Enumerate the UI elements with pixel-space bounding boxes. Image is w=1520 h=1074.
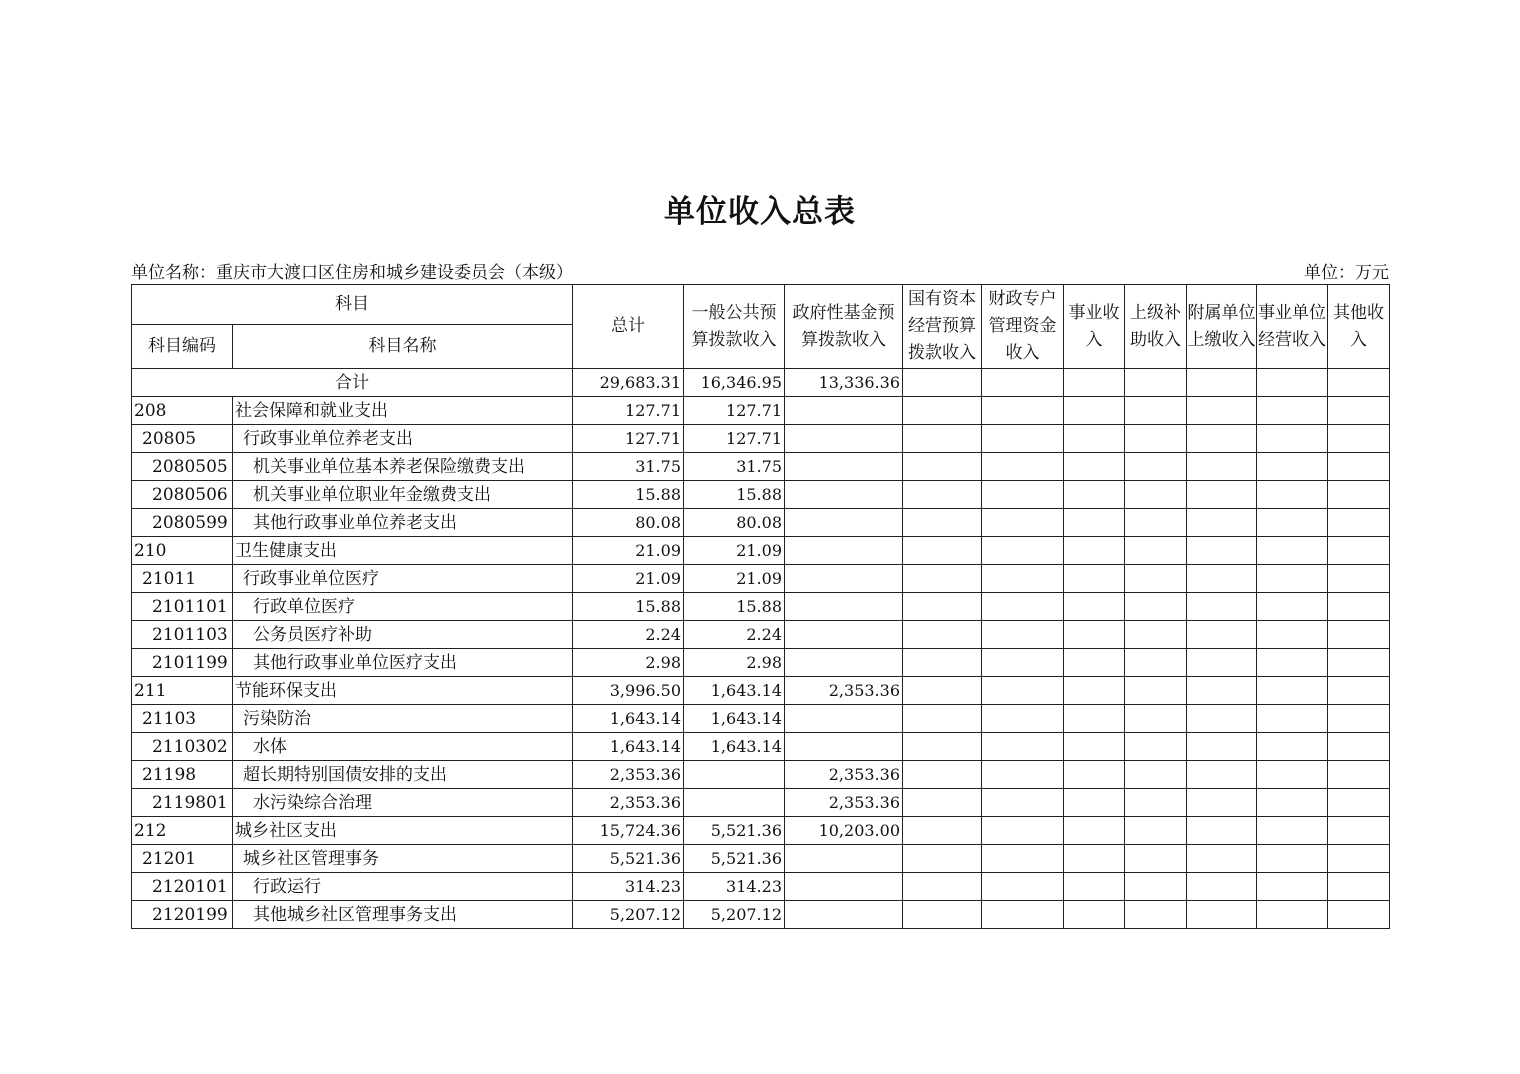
- cell-other: [1328, 873, 1390, 901]
- table-row: [132, 901, 1390, 929]
- header-code: 科目编码: [132, 325, 233, 369]
- cell-operating: [1257, 509, 1328, 537]
- cell-other: [1328, 481, 1390, 509]
- cell-other: [1328, 649, 1390, 677]
- cell-general-budget: 127.71: [684, 425, 785, 453]
- table-row: [132, 649, 1390, 677]
- cell-other: [1328, 761, 1390, 789]
- cell-other: [1328, 845, 1390, 873]
- cell-business: [1064, 817, 1125, 845]
- cell-total: 1,643.14: [573, 705, 684, 733]
- cell-other: [1328, 593, 1390, 621]
- cell-business: [1064, 677, 1125, 705]
- cell-state-capital: [903, 621, 982, 649]
- table-row: [132, 509, 1390, 537]
- cell-total: 314.23: [573, 873, 684, 901]
- cell-state-capital: [903, 677, 982, 705]
- cell-gov-fund: 2,353.36: [785, 677, 903, 705]
- cell-gov-fund: [785, 873, 903, 901]
- cell-operating: [1257, 397, 1328, 425]
- cell-superior-subsidy: [1125, 733, 1187, 761]
- table-row: [132, 593, 1390, 621]
- cell-business: [1064, 621, 1125, 649]
- cell-business: [1064, 565, 1125, 593]
- cell-superior-subsidy: [1125, 845, 1187, 873]
- cell-general-budget: 314.23: [684, 873, 785, 901]
- cell-operating: [1257, 425, 1328, 453]
- cell-general-budget: [684, 761, 785, 789]
- table-row: [132, 733, 1390, 761]
- cell-affiliate: [1187, 481, 1257, 509]
- cell-fiscal-special: [982, 677, 1064, 705]
- cell-state-capital: [903, 705, 982, 733]
- cell-name: 水污染综合治理: [233, 789, 573, 817]
- cell-gov-fund: [785, 649, 903, 677]
- header-gov-fund: 政府性基金预算拨款收入: [785, 285, 903, 369]
- cell-operating: [1257, 789, 1328, 817]
- cell-total: 5,207.12: [573, 901, 684, 929]
- cell-gov-fund: [785, 901, 903, 929]
- cell-code: 211: [132, 677, 233, 705]
- cell-state-capital: [903, 649, 982, 677]
- cell-total: 3,996.50: [573, 677, 684, 705]
- cell-operating: [1257, 901, 1328, 929]
- cell-gov-fund: 2,353.36: [785, 789, 903, 817]
- header-general-budget: 一般公共预算拨款收入: [684, 285, 785, 369]
- total-cell-gov-fund: 13,336.36: [785, 369, 903, 397]
- cell-fiscal-special: [982, 453, 1064, 481]
- cell-general-budget: [684, 789, 785, 817]
- cell-fiscal-special: [982, 621, 1064, 649]
- cell-code: 2101101: [132, 593, 233, 621]
- cell-name: 城乡社区管理事务: [233, 845, 573, 873]
- cell-general-budget: 1,643.14: [684, 733, 785, 761]
- cell-total: 2.98: [573, 649, 684, 677]
- cell-operating: [1257, 565, 1328, 593]
- cell-operating: [1257, 873, 1328, 901]
- cell-total: 31.75: [573, 453, 684, 481]
- cell-other: [1328, 901, 1390, 929]
- cell-general-budget: 21.09: [684, 565, 785, 593]
- cell-state-capital: [903, 845, 982, 873]
- header-state-capital: 国有资本经营预算拨款收入: [903, 285, 982, 369]
- cell-general-budget: 5,521.36: [684, 845, 785, 873]
- cell-state-capital: [903, 481, 982, 509]
- cell-gov-fund: [785, 509, 903, 537]
- cell-business: [1064, 453, 1125, 481]
- cell-code: 2080599: [132, 509, 233, 537]
- cell-gov-fund: [785, 537, 903, 565]
- cell-name: 水体: [233, 733, 573, 761]
- cell-name: 卫生健康支出: [233, 537, 573, 565]
- cell-name: 社会保障和就业支出: [233, 397, 573, 425]
- cell-fiscal-special: [982, 817, 1064, 845]
- table-row: [132, 621, 1390, 649]
- cell-other: [1328, 789, 1390, 817]
- cell-business: [1064, 509, 1125, 537]
- cell-state-capital: [903, 901, 982, 929]
- total-cell-general-budget: 16,346.95: [684, 369, 785, 397]
- cell-operating: [1257, 537, 1328, 565]
- cell-state-capital: [903, 453, 982, 481]
- cell-affiliate: [1187, 677, 1257, 705]
- cell-affiliate: [1187, 453, 1257, 481]
- cell-operating: [1257, 649, 1328, 677]
- cell-fiscal-special: [982, 761, 1064, 789]
- cell-code: 21198: [132, 761, 233, 789]
- cell-superior-subsidy: [1125, 453, 1187, 481]
- cell-total: 127.71: [573, 397, 684, 425]
- cell-superior-subsidy: [1125, 873, 1187, 901]
- cell-fiscal-special: [982, 481, 1064, 509]
- cell-code: 210: [132, 537, 233, 565]
- cell-superior-subsidy: [1125, 761, 1187, 789]
- cell-superior-subsidy: [1125, 901, 1187, 929]
- cell-business: [1064, 845, 1125, 873]
- cell-general-budget: 2.98: [684, 649, 785, 677]
- table-row: [132, 677, 1390, 705]
- cell-superior-subsidy: [1125, 481, 1187, 509]
- table-row: [132, 817, 1390, 845]
- cell-affiliate: [1187, 817, 1257, 845]
- cell-superior-subsidy: [1125, 649, 1187, 677]
- cell-business: [1064, 649, 1125, 677]
- cell-fiscal-special: [982, 509, 1064, 537]
- cell-general-budget: 80.08: [684, 509, 785, 537]
- cell-superior-subsidy: [1125, 677, 1187, 705]
- cell-superior-subsidy: [1125, 537, 1187, 565]
- header-fiscal-special: 财政专户管理资金收入: [982, 285, 1064, 369]
- cell-operating: [1257, 677, 1328, 705]
- cell-general-budget: 5,207.12: [684, 901, 785, 929]
- cell-affiliate: [1187, 901, 1257, 929]
- cell-operating: [1257, 733, 1328, 761]
- cell-general-budget: 1,643.14: [684, 705, 785, 733]
- cell-code: 20805: [132, 425, 233, 453]
- header-operating: 事业单位经营收入: [1257, 285, 1328, 369]
- cell-business: [1064, 789, 1125, 817]
- cell-total: 15.88: [573, 593, 684, 621]
- cell-total: 2.24: [573, 621, 684, 649]
- cell-fiscal-special: [982, 537, 1064, 565]
- cell-gov-fund: [785, 845, 903, 873]
- cell-superior-subsidy: [1125, 425, 1187, 453]
- total-cell-superior-subsidy: [1125, 369, 1187, 397]
- cell-affiliate: [1187, 593, 1257, 621]
- cell-other: [1328, 537, 1390, 565]
- cell-operating: [1257, 453, 1328, 481]
- header-name: 科目名称: [233, 325, 573, 369]
- cell-other: [1328, 453, 1390, 481]
- cell-code: 21201: [132, 845, 233, 873]
- cell-name: 污染防治: [233, 705, 573, 733]
- cell-fiscal-special: [982, 397, 1064, 425]
- table-row: [132, 565, 1390, 593]
- cell-gov-fund: 2,353.36: [785, 761, 903, 789]
- cell-state-capital: [903, 817, 982, 845]
- cell-code: 21103: [132, 705, 233, 733]
- table-row: [132, 705, 1390, 733]
- cell-affiliate: [1187, 761, 1257, 789]
- cell-code: 2120199: [132, 901, 233, 929]
- header-superior-subsidy: 上级补助收入: [1125, 285, 1187, 369]
- cell-fiscal-special: [982, 789, 1064, 817]
- cell-gov-fund: [785, 593, 903, 621]
- cell-fiscal-special: [982, 705, 1064, 733]
- cell-operating: [1257, 621, 1328, 649]
- cell-superior-subsidy: [1125, 565, 1187, 593]
- cell-fiscal-special: [982, 425, 1064, 453]
- cell-name: 行政单位医疗: [233, 593, 573, 621]
- total-cell-other: [1328, 369, 1390, 397]
- cell-name: 城乡社区支出: [233, 817, 573, 845]
- cell-business: [1064, 873, 1125, 901]
- cell-state-capital: [903, 593, 982, 621]
- cell-name: 机关事业单位职业年金缴费支出: [233, 481, 573, 509]
- cell-name: 行政运行: [233, 873, 573, 901]
- cell-business: [1064, 397, 1125, 425]
- cell-state-capital: [903, 789, 982, 817]
- cell-superior-subsidy: [1125, 817, 1187, 845]
- unit-name: 单位名称：重庆市大渡口区住房和城乡建设委员会（本级）: [131, 263, 573, 283]
- cell-total: 80.08: [573, 509, 684, 537]
- table-row: [132, 789, 1390, 817]
- cell-code: 2119801: [132, 789, 233, 817]
- cell-code: 208: [132, 397, 233, 425]
- cell-name: 其他行政事业单位医疗支出: [233, 649, 573, 677]
- cell-total: 21.09: [573, 565, 684, 593]
- cell-superior-subsidy: [1125, 621, 1187, 649]
- cell-general-budget: 127.71: [684, 397, 785, 425]
- cell-code: 2101103: [132, 621, 233, 649]
- cell-general-budget: 1,643.14: [684, 677, 785, 705]
- cell-code: 2080505: [132, 453, 233, 481]
- unit-measure: 单位：万元: [1304, 263, 1389, 283]
- cell-other: [1328, 733, 1390, 761]
- cell-name: 超长期特别国债安排的支出: [233, 761, 573, 789]
- cell-name: 公务员医疗补助: [233, 621, 573, 649]
- table-row: [132, 761, 1390, 789]
- cell-fiscal-special: [982, 649, 1064, 677]
- cell-fiscal-special: [982, 565, 1064, 593]
- cell-operating: [1257, 481, 1328, 509]
- cell-code: 21011: [132, 565, 233, 593]
- cell-state-capital: [903, 761, 982, 789]
- cell-code: 2120101: [132, 873, 233, 901]
- cell-business: [1064, 425, 1125, 453]
- cell-total: 15.88: [573, 481, 684, 509]
- cell-state-capital: [903, 425, 982, 453]
- cell-business: [1064, 705, 1125, 733]
- header-other: 其他收入: [1328, 285, 1390, 369]
- cell-affiliate: [1187, 397, 1257, 425]
- cell-other: [1328, 565, 1390, 593]
- cell-gov-fund: [785, 733, 903, 761]
- cell-affiliate: [1187, 565, 1257, 593]
- cell-operating: [1257, 845, 1328, 873]
- cell-operating: [1257, 761, 1328, 789]
- cell-affiliate: [1187, 425, 1257, 453]
- table-row: [132, 453, 1390, 481]
- cell-general-budget: 31.75: [684, 453, 785, 481]
- cell-gov-fund: [785, 705, 903, 733]
- total-cell-fiscal-special: [982, 369, 1064, 397]
- income-summary-table: [131, 284, 1390, 929]
- cell-business: [1064, 761, 1125, 789]
- cell-general-budget: 15.88: [684, 593, 785, 621]
- cell-general-budget: 15.88: [684, 481, 785, 509]
- table-row: [132, 397, 1390, 425]
- cell-fiscal-special: [982, 873, 1064, 901]
- cell-operating: [1257, 593, 1328, 621]
- cell-other: [1328, 509, 1390, 537]
- cell-general-budget: 5,521.36: [684, 817, 785, 845]
- cell-gov-fund: [785, 397, 903, 425]
- cell-affiliate: [1187, 873, 1257, 901]
- cell-name: 机关事业单位基本养老保险缴费支出: [233, 453, 573, 481]
- cell-other: [1328, 817, 1390, 845]
- cell-state-capital: [903, 397, 982, 425]
- cell-total: 127.71: [573, 425, 684, 453]
- header-subject: 科目: [132, 285, 573, 325]
- cell-general-budget: 2.24: [684, 621, 785, 649]
- total-cell-business: [1064, 369, 1125, 397]
- cell-affiliate: [1187, 509, 1257, 537]
- cell-total: 5,521.36: [573, 845, 684, 873]
- total-label: 合计: [132, 369, 573, 397]
- cell-gov-fund: [785, 481, 903, 509]
- cell-superior-subsidy: [1125, 705, 1187, 733]
- cell-affiliate: [1187, 845, 1257, 873]
- cell-state-capital: [903, 733, 982, 761]
- cell-fiscal-special: [982, 733, 1064, 761]
- table-row: [132, 873, 1390, 901]
- cell-business: [1064, 593, 1125, 621]
- cell-affiliate: [1187, 537, 1257, 565]
- cell-gov-fund: [785, 565, 903, 593]
- header-total: 总计: [573, 285, 684, 369]
- cell-other: [1328, 705, 1390, 733]
- cell-total: 1,643.14: [573, 733, 684, 761]
- cell-affiliate: [1187, 733, 1257, 761]
- cell-name: 行政事业单位养老支出: [233, 425, 573, 453]
- cell-code: 2110302: [132, 733, 233, 761]
- total-cell-state-capital: [903, 369, 982, 397]
- cell-state-capital: [903, 537, 982, 565]
- total-row: [132, 369, 1390, 397]
- cell-code: 2080506: [132, 481, 233, 509]
- cell-gov-fund: [785, 621, 903, 649]
- table-row: [132, 845, 1390, 873]
- cell-code: 2101199: [132, 649, 233, 677]
- cell-business: [1064, 481, 1125, 509]
- cell-code: 212: [132, 817, 233, 845]
- total-cell-operating: [1257, 369, 1328, 397]
- cell-superior-subsidy: [1125, 789, 1187, 817]
- cell-superior-subsidy: [1125, 397, 1187, 425]
- cell-affiliate: [1187, 789, 1257, 817]
- cell-gov-fund: [785, 453, 903, 481]
- cell-fiscal-special: [982, 901, 1064, 929]
- cell-general-budget: 21.09: [684, 537, 785, 565]
- cell-other: [1328, 621, 1390, 649]
- cell-name: 行政事业单位医疗: [233, 565, 573, 593]
- cell-other: [1328, 425, 1390, 453]
- total-cell-affiliate: [1187, 369, 1257, 397]
- table-row: [132, 537, 1390, 565]
- cell-name: 其他行政事业单位养老支出: [233, 509, 573, 537]
- header-affiliate: 附属单位上缴收入: [1187, 285, 1257, 369]
- header-business: 事业收入: [1064, 285, 1125, 369]
- cell-total: 2,353.36: [573, 789, 684, 817]
- cell-total: 21.09: [573, 537, 684, 565]
- cell-business: [1064, 733, 1125, 761]
- cell-operating: [1257, 705, 1328, 733]
- cell-operating: [1257, 817, 1328, 845]
- cell-total: 2,353.36: [573, 761, 684, 789]
- total-cell-total: 29,683.31: [573, 369, 684, 397]
- cell-gov-fund: 10,203.00: [785, 817, 903, 845]
- table-row: [132, 481, 1390, 509]
- cell-superior-subsidy: [1125, 509, 1187, 537]
- cell-affiliate: [1187, 621, 1257, 649]
- cell-other: [1328, 397, 1390, 425]
- cell-state-capital: [903, 509, 982, 537]
- cell-affiliate: [1187, 705, 1257, 733]
- cell-state-capital: [903, 565, 982, 593]
- page-title: 单位收入总表: [664, 194, 856, 230]
- table-row: [132, 425, 1390, 453]
- cell-fiscal-special: [982, 845, 1064, 873]
- cell-fiscal-special: [982, 593, 1064, 621]
- cell-total: 15,724.36: [573, 817, 684, 845]
- cell-name: 节能环保支出: [233, 677, 573, 705]
- cell-gov-fund: [785, 425, 903, 453]
- cell-name: 其他城乡社区管理事务支出: [233, 901, 573, 929]
- cell-state-capital: [903, 873, 982, 901]
- cell-superior-subsidy: [1125, 593, 1187, 621]
- cell-other: [1328, 677, 1390, 705]
- cell-business: [1064, 537, 1125, 565]
- cell-affiliate: [1187, 649, 1257, 677]
- cell-business: [1064, 901, 1125, 929]
